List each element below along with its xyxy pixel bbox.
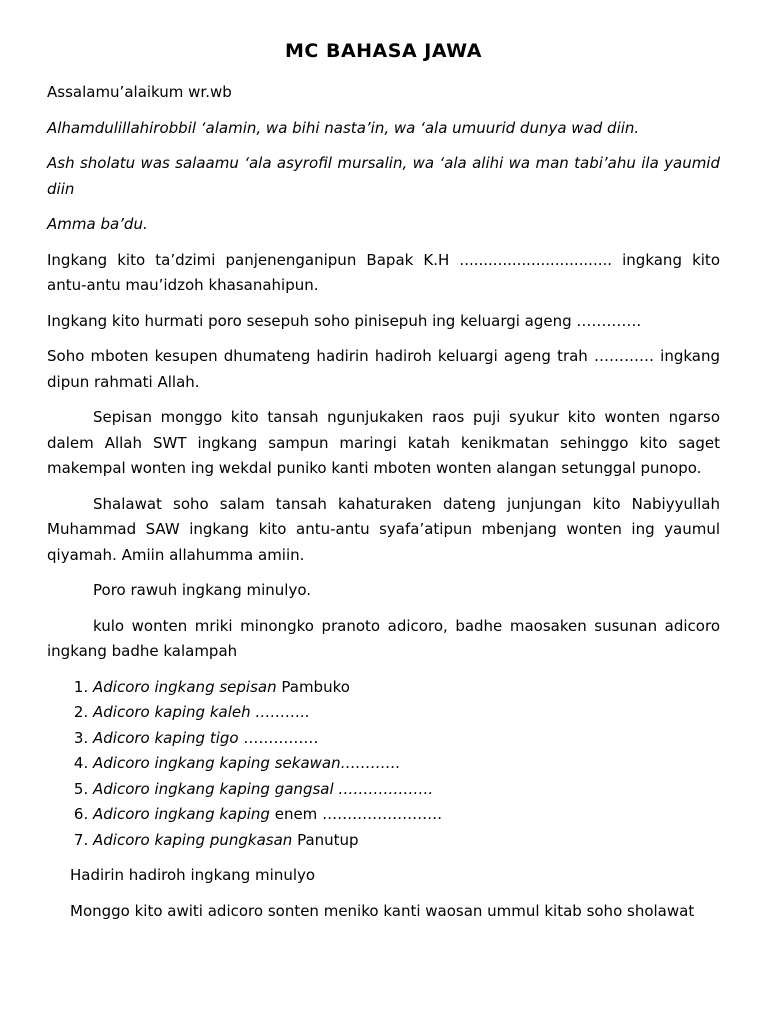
closing-address: Hadirin hadiroh ingkang minulyo bbox=[70, 866, 316, 884]
list-item: 3. Adicoro kaping tigo …………… bbox=[93, 726, 720, 752]
document-page bbox=[47, 40, 720, 934]
opening-praise: Alhamdulillahirobbil ‘alamin, wa bihi nasta’in, wa ‘ala umuurid dunya wad diin. bbox=[47, 118, 640, 137]
list-item: 2. Adicoro kaping kaleh ……….. bbox=[93, 700, 720, 726]
audience-address: Poro rawuh ingkang minulyo. bbox=[93, 581, 312, 599]
honorific-elders: Ingkang kito hurmati poro sesepuh soho pinisepuh ing keluargi ageng …………. bbox=[47, 311, 642, 330]
honorific-family: Soho mboten kesupen dhumateng hadirin hadiroh keluargi ageng trah ………… ingkang dipun rahmati Allah. bbox=[47, 347, 720, 391]
greeting: Assalamu’alaikum wr.wb bbox=[47, 83, 232, 101]
amma-badu: Amma ba’du. bbox=[47, 215, 148, 233]
closing-instruction: Monggo kito awiti adicoro sonten meniko kanti waosan ummul kitab soho sholawat bbox=[70, 901, 695, 920]
agenda-list bbox=[47, 675, 720, 854]
honorific-kh: Ingkang kito ta’dzimi panjenenganipun Bapak K.H ................................ ingkang kito antu-antu mau’idzoh khasanahipun. bbox=[47, 250, 720, 294]
opening-sholawat: Ash sholatu was salaamu ‘ala asyrofil mursalin, wa ‘ala alihi wa man tabi’ahu ila yaumid diin bbox=[47, 154, 720, 198]
document-title: MC BAHASA JAWA bbox=[285, 40, 482, 62]
list-item: 1. Adicoro ingkang sepisan Pambuko bbox=[93, 675, 720, 701]
list-item: 5. Adicoro ingkang kaping gangsal ………………. bbox=[93, 777, 720, 803]
agenda-intro: kulo wonten mriki minongko pranoto adicoro, badhe maosaken susunan adicoro ingkang badhe kalampah bbox=[47, 616, 720, 660]
list-item: 4. Adicoro ingkang kaping sekawan………… bbox=[93, 751, 720, 777]
list-item: 6. Adicoro ingkang kaping enem …………………… bbox=[93, 802, 720, 828]
gratitude-paragraph: Sepisan monggo kito tansah ngunjukaken raos puji syukur kito wonten ngarso dalem Allah SWT ingkang sampun maringi katah kenikmatan sehinggo kito saget makempal wonten ing wekdal puniko kanti mboten wonten alangan setunggal punopo. bbox=[47, 408, 720, 477]
sholawat-paragraph: Shalawat soho salam tansah kahaturaken dateng junjungan kito Nabiyyullah Muhammad SAW ingkang kito antu-antu syafa’atipun mbenjang wonten ing yaumul qiyamah. Amiin allahumma amiin. bbox=[47, 494, 720, 564]
list-item: 7. Adicoro kaping pungkasan Panutup bbox=[93, 828, 720, 854]
